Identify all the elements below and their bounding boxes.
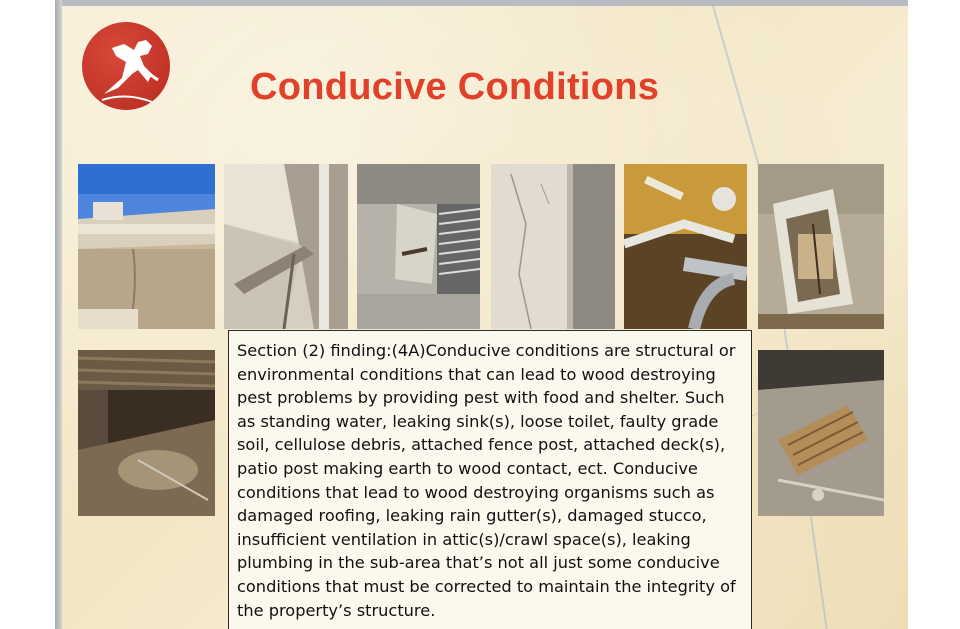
exterminator-figure-icon (82, 22, 170, 110)
finding-text: Section (2) finding:(4A)Conducive conditions are structural or environmental conditions that can lead to wood destroying pest problems by providing pest with food and shelter. Such as standing water, leaking sink(s), loose toilet, faulty grade soil, cellulose debris, attached fence post, attached deck(s), patio post making earth to wood contact, ect. Conducive conditions that lead to wood destroying organisms such as damaged roofing, leaking rain gutter(s), damaged stucco, insufficient ventilation in attic(s)/crawl space(s), leaking plumbing in the sub-area that’s not all just some conducive conditions that must be corrected to maintain the integrity of the property’s structure. (237, 341, 736, 620)
attic-debris-photo (758, 350, 884, 516)
gutter-corner-photo (224, 164, 348, 329)
presentation-slide (62, 6, 908, 629)
crawl-space-photo (78, 350, 215, 516)
plumbing-pipes-photo (624, 164, 747, 329)
left-margin (0, 0, 55, 629)
finding-text-box (228, 330, 752, 629)
cracked-stucco-photo (491, 164, 615, 329)
slide-left-edge (55, 0, 62, 629)
vent-stucco-photo (357, 164, 480, 329)
company-logo (82, 22, 170, 110)
background-crack (712, 6, 763, 179)
slide-title: Conducive Conditions (250, 66, 660, 108)
attic-access-photo (758, 164, 884, 329)
right-margin (908, 0, 960, 629)
roof-eave-photo (78, 164, 215, 329)
